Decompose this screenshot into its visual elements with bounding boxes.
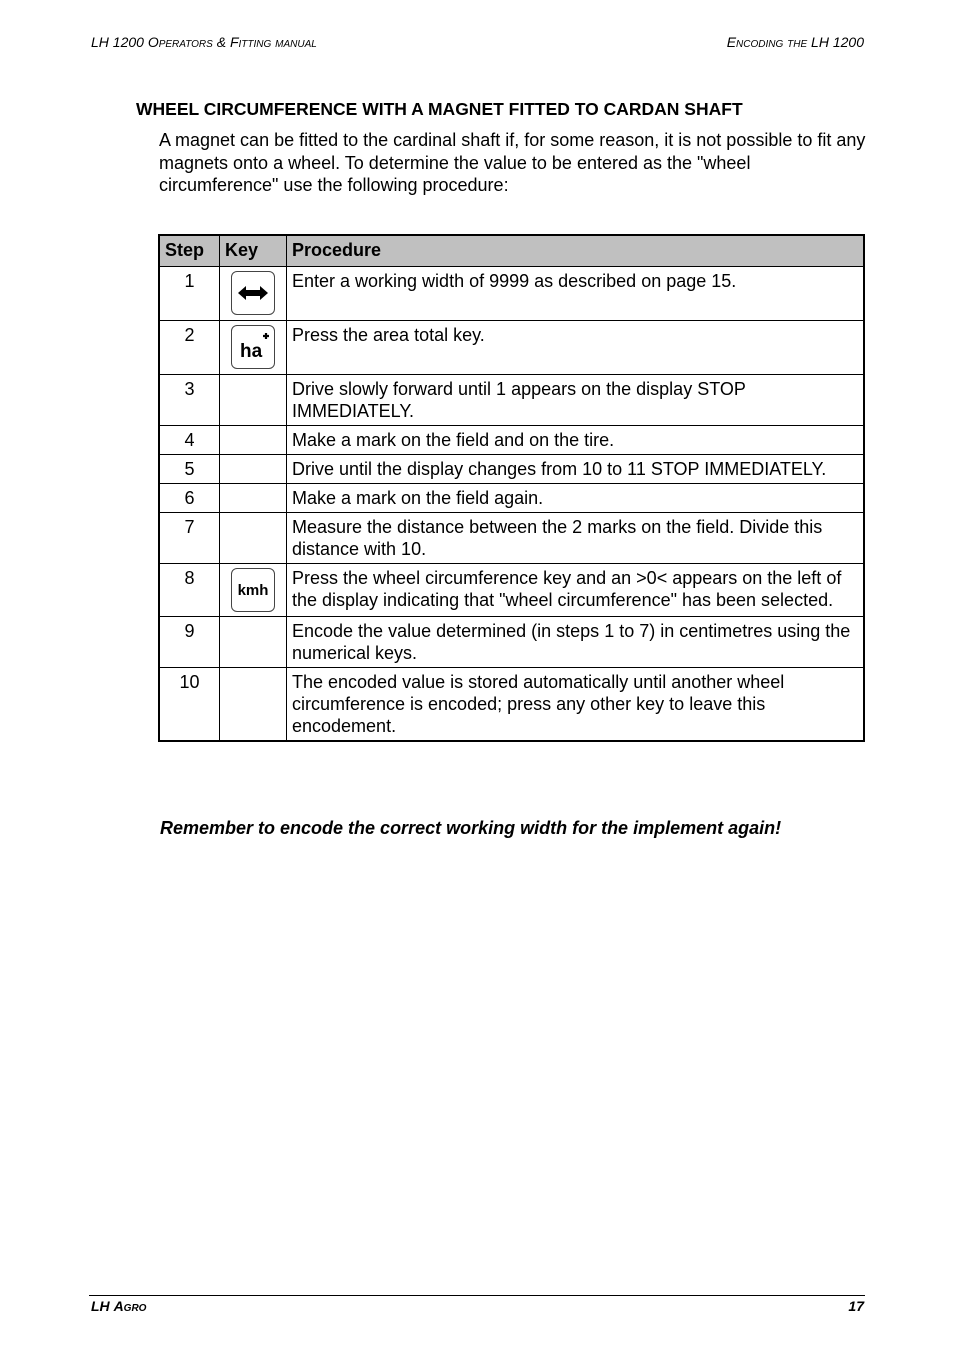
key-cell [220,513,287,564]
column-header-step: Step [159,235,220,267]
key-cell [220,484,287,513]
table-row [159,668,864,742]
procedure-text: The encoded value is stored automatically until another wheel circumference is encoded; press any other key to leave this encodement. [287,668,865,742]
procedure-text: Make a mark on the field and on the tire. [287,426,865,455]
key-cell [220,321,287,375]
reminder-note: Remember to encode the correct working width for the implement again! [160,818,782,838]
step-number: 1 [159,267,220,321]
step-number: 6 [159,484,220,513]
double-arrow-key-icon [231,271,275,315]
header-title-part: Operators [147,34,213,50]
ha-key-icon [231,325,275,369]
procedure-table [158,234,865,742]
step-number: 4 [159,426,220,455]
key-label: kmh [237,582,269,599]
kmh-key-icon [231,568,275,612]
column-header-procedure: Procedure [287,235,865,267]
header-chapter-part: Encoding the [726,34,808,50]
header-chapter-part: LH 1200 [807,34,864,50]
step-number: 10 [159,668,220,742]
step-number: 5 [159,455,220,484]
table-row [159,426,864,455]
step-number: 9 [159,617,220,668]
running-header-left [91,34,317,50]
procedure-text: Enter a working width of 9999 as described on page 15. [287,267,865,321]
footer-company [91,1298,146,1314]
table-row [159,267,864,321]
table-row [159,484,864,513]
intro-paragraph: A magnet can be fitted to the cardinal shaft if, for some reason, it is not possible to fit any magnets onto a wheel. To determine the value to be entered as the "wheel circumference" use the following procedure: [159,130,866,195]
table-row [159,513,864,564]
procedure-text: Press the area total key. [287,321,865,375]
key-cell [220,267,287,321]
key-cell [220,375,287,426]
key-cell [220,564,287,617]
key-label: ha [240,341,263,362]
key-cell [220,455,287,484]
footer-company-part: Agro [113,1298,147,1314]
table-row [159,617,864,668]
procedure-text: Drive until the display changes from 10 to 11 STOP IMMEDIATELY. [287,455,865,484]
header-title-part: LH 1200 [91,34,148,50]
footer-company-part: LH [91,1298,114,1314]
key-cell [220,668,287,742]
table-row [159,321,864,375]
table-header-row [159,235,864,267]
running-header-right [727,34,864,50]
procedure-text: Press the wheel circumference key and an >0< appears on the left of the display indicating that "wheel circumference" has been selected. [287,564,865,617]
page-number: 17 [848,1298,864,1314]
section-title: WHEEL CIRCUMFERENCE WITH A MAGNET FITTED TO CARDAN SHAFT [136,99,743,119]
step-number: 2 [159,321,220,375]
table-row [159,455,864,484]
column-header-key: Key [220,235,287,267]
procedure-text: Measure the distance between the 2 marks on the field. Divide this distance with 10. [287,513,865,564]
step-number: 8 [159,564,220,617]
step-number: 7 [159,513,220,564]
key-cell [220,426,287,455]
procedure-text: Encode the value determined (in steps 1 to 7) in centimetres using the numerical keys. [287,617,865,668]
key-cell [220,617,287,668]
footer-divider [89,1295,865,1296]
table-row [159,564,864,617]
table-row [159,375,864,426]
header-title-part: Fitting manual [229,34,317,50]
header-title-part: & [212,34,230,50]
step-number: 3 [159,375,220,426]
procedure-text: Drive slowly forward until 1 appears on the display STOP IMMEDIATELY. [287,375,865,426]
procedure-text: Make a mark on the field again. [287,484,865,513]
